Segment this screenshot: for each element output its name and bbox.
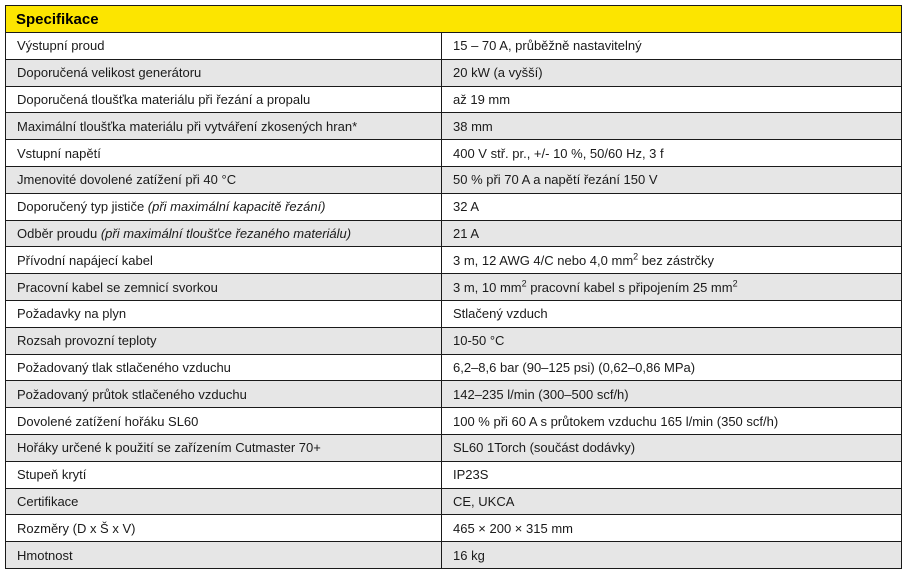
spec-label-text: Hořáky určené k použití se zařízením Cutmaster 70+	[17, 440, 321, 456]
spec-label	[6, 247, 442, 274]
spec-label	[6, 33, 442, 60]
spec-label	[6, 59, 442, 86]
spec-value-text: 15 – 70 A, průběžně nastavitelný	[453, 38, 642, 54]
spec-value-text: 32 A	[453, 199, 480, 215]
spec-table	[5, 5, 902, 569]
spec-label-text: Přívodní napájecí kabel	[17, 252, 153, 268]
spec-value	[442, 33, 902, 60]
spec-value-text: IP23S	[453, 467, 489, 483]
spec-value-text: 3 m, 12 AWG 4/C nebo 4,0 mm	[453, 252, 634, 268]
spec-label-text: Odběr proudu	[17, 225, 101, 241]
spec-value-text: až 19 mm	[453, 91, 511, 107]
table-row	[6, 354, 902, 381]
spec-value	[442, 488, 902, 515]
spec-label	[6, 542, 442, 569]
spec-value-text: 3 m, 10 mm	[453, 279, 522, 295]
spec-label-text: Požadavky na plyn	[17, 306, 127, 322]
spec-label-text: Pracovní kabel se zemnicí svorkou	[17, 279, 218, 295]
spec-value-text: 6,2–8,6 bar (90–125 psi) (0,62–0,86 MPa)	[453, 359, 696, 375]
table-row	[6, 300, 902, 327]
spec-value-tail: bez zástrčky	[638, 252, 715, 268]
spec-label-text: Rozsah provozní teploty	[17, 333, 157, 349]
spec-label-note: (při maximální kapacitě řezání)	[147, 199, 326, 215]
spec-label	[6, 220, 442, 247]
table-row	[6, 166, 902, 193]
spec-label	[6, 434, 442, 461]
spec-label	[6, 381, 442, 408]
spec-label-text: Stupeň krytí	[17, 467, 87, 483]
spec-value-text: 21 A	[453, 225, 480, 241]
spec-value	[442, 193, 902, 220]
spec-label	[6, 408, 442, 435]
spec-value-text: 10-50 °C	[453, 333, 505, 349]
spec-value-text: 465 × 200 × 315 mm	[453, 520, 573, 536]
spec-value	[442, 86, 902, 113]
table-row	[6, 408, 902, 435]
spec-value	[442, 113, 902, 140]
spec-value	[442, 220, 902, 247]
header-row	[6, 6, 902, 33]
spec-label	[6, 300, 442, 327]
spec-label-text: Doporučený typ jističe	[17, 199, 148, 215]
spec-label	[6, 461, 442, 488]
spec-label	[6, 113, 442, 140]
table-row	[6, 113, 902, 140]
spec-value	[442, 166, 902, 193]
spec-label-text: Jmenovité dovolené zatížení při 40 °C	[17, 172, 237, 188]
spec-value	[442, 515, 902, 542]
spec-label-text: Vstupní napětí	[17, 145, 101, 161]
superscript: 2	[633, 251, 639, 262]
spec-label-text: Požadovaný tlak stlačeného vzduchu	[17, 359, 231, 375]
spec-label	[6, 193, 442, 220]
table-row	[6, 193, 902, 220]
spec-value-text: 50 % při 70 A a napětí řezání 150 V	[453, 172, 658, 188]
table-row	[6, 59, 902, 86]
spec-value	[442, 140, 902, 167]
spec-value-text: 400 V stř. pr., +/- 10 %, 50/60 Hz, 3 f	[453, 145, 664, 161]
spec-value	[442, 274, 902, 301]
spec-label	[6, 515, 442, 542]
spec-value	[442, 354, 902, 381]
table-row	[6, 274, 902, 301]
spec-value	[442, 327, 902, 354]
spec-value	[442, 408, 902, 435]
spec-label	[6, 488, 442, 515]
spec-value-text: Stlačený vzduch	[453, 306, 548, 322]
table-row	[6, 434, 902, 461]
spec-label-text: Maximální tloušťka materiálu při vytváření zkosených hran*	[17, 118, 358, 134]
spec-value-text: 142–235 l/min (300–500 scf/h)	[453, 386, 629, 402]
spec-label	[6, 354, 442, 381]
spec-value-text: 100 % při 60 A s průtokem vzduchu 165 l/min (350 scf/h)	[453, 413, 779, 429]
spec-label-text: Doporučená tloušťka materiálu při řezání a propalu	[17, 91, 311, 107]
spec-label	[6, 86, 442, 113]
table-row	[6, 515, 902, 542]
table-row	[6, 247, 902, 274]
table-row	[6, 461, 902, 488]
spec-label-text: Certifikace	[17, 493, 79, 509]
spec-label-text: Dovolené zatížení hořáku SL60	[17, 413, 199, 429]
table-row	[6, 381, 902, 408]
spec-value-text: 20 kW (a vyšší)	[453, 65, 543, 81]
spec-value-text: CE, UKCA	[453, 493, 515, 509]
spec-value	[442, 542, 902, 569]
superscript: 2	[521, 278, 527, 289]
spec-value	[442, 381, 902, 408]
table-row	[6, 220, 902, 247]
spec-value-text: 16 kg	[453, 547, 485, 563]
spec-label	[6, 140, 442, 167]
spec-label-text: Výstupní proud	[17, 38, 105, 54]
spec-label	[6, 166, 442, 193]
spec-value	[442, 59, 902, 86]
spec-label	[6, 274, 442, 301]
spec-value	[442, 434, 902, 461]
spec-label-note: (při maximální tloušťce řezaného materiálu)	[100, 225, 352, 241]
table-row	[6, 33, 902, 60]
spec-value-text: 38 mm	[453, 118, 493, 134]
table-row	[6, 542, 902, 569]
superscript: 2	[732, 278, 738, 289]
spec-value	[442, 461, 902, 488]
spec-label-text: Rozměry (D x Š x V)	[17, 520, 136, 536]
table-row	[6, 488, 902, 515]
spec-label	[6, 327, 442, 354]
table-row	[6, 327, 902, 354]
spec-value-tail: pracovní kabel s připojením 25 mm	[526, 279, 733, 295]
spec-label-text: Požadovaný průtok stlačeného vzduchu	[17, 386, 247, 402]
table-row	[6, 86, 902, 113]
table-row	[6, 140, 902, 167]
spec-label-text: Doporučená velikost generátoru	[17, 65, 202, 81]
spec-value-text: SL60 1Torch (součást dodávky)	[453, 440, 636, 456]
spec-label-text: Hmotnost	[17, 547, 73, 563]
spec-value	[442, 247, 902, 274]
spec-table-container	[5, 5, 901, 569]
table-title: Specifikace	[6, 6, 902, 33]
spec-value	[442, 300, 902, 327]
